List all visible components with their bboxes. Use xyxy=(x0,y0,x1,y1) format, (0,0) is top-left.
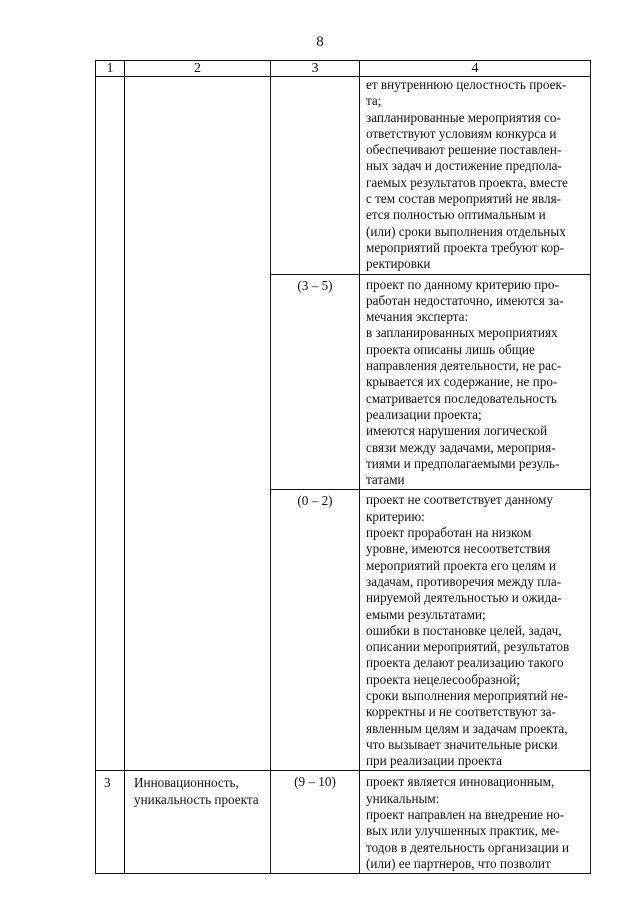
text-line: ошибки в постановке целей, задач, xyxy=(366,622,562,638)
text-line: тиями и предполагаемыми резуль- xyxy=(366,455,560,471)
text-line: направления деятельности, не рас- xyxy=(366,358,562,374)
text-line: уникальным: xyxy=(366,790,440,806)
text-line: работан недостаточно, имеются за- xyxy=(366,292,564,308)
text-line: емыми результатами; xyxy=(366,606,486,622)
criteria-table xyxy=(95,60,591,874)
score-cell: (0 – 2) xyxy=(271,490,360,771)
text-line: мечания эксперта: xyxy=(366,309,469,325)
score-cell: (9 – 10) xyxy=(271,771,360,874)
header-cell-2: 2 xyxy=(125,61,271,77)
text-line: вых или улучшенных практик, ме- xyxy=(366,823,560,839)
text-line: при реализации проекта xyxy=(366,753,503,769)
text-line: ется полностью оптимальным и xyxy=(366,207,546,223)
header-cell-3: 3 xyxy=(271,61,360,77)
description-cell xyxy=(360,77,591,275)
score-cell: (3 – 5) xyxy=(271,274,360,490)
text-line: мероприятий проекта его целям и xyxy=(366,557,556,573)
header-cell-1: 1 xyxy=(96,61,125,77)
score-cell xyxy=(271,77,360,275)
text-line: описании мероприятий, результатов xyxy=(366,639,570,655)
table-row xyxy=(96,771,591,874)
text-line: проект по данному критерию про- xyxy=(366,276,559,292)
text-line: имеются нарушения логической xyxy=(366,423,548,439)
criterion-name-cell xyxy=(125,771,271,874)
text-line: явленным целям и задачам проекта, xyxy=(366,720,568,736)
description-cell xyxy=(360,771,591,874)
text-line: критерию: xyxy=(366,508,425,524)
text-line: проект проработан на низком xyxy=(366,525,532,541)
text-line: та; xyxy=(366,93,382,109)
text-line: крывается их содержание, не про- xyxy=(366,374,558,390)
text-line: ректировки xyxy=(366,256,431,272)
text-line: обеспечивают решение поставлен- xyxy=(366,142,562,158)
text-line: задачам, противоречия между пла- xyxy=(366,573,562,589)
description-cell xyxy=(360,490,591,771)
page-number: 8 xyxy=(316,34,324,50)
text-line: (или) сроки выполнения отдельных xyxy=(366,223,566,239)
text-line: уровне, имеются несоответствия xyxy=(366,541,551,557)
text-line: связи между задачами, мероприя- xyxy=(366,439,556,455)
text-line: корректны и не соответствуют за- xyxy=(366,704,556,720)
text-line: запланированные мероприятия со- xyxy=(366,109,561,125)
text-line: проекта нецелесообразной; xyxy=(366,671,520,687)
text-line: татами xyxy=(366,472,405,488)
text-line: сроки выполнения мероприятий не- xyxy=(366,687,568,703)
text-line: проекта описаны лишь общие xyxy=(366,341,535,357)
text-line: реализации проекта; xyxy=(366,406,482,422)
text-line: нируемой деятельностью и ожида- xyxy=(366,590,562,606)
criterion-name-line: Инновационность, xyxy=(134,775,239,791)
table-header-row xyxy=(96,61,591,77)
text-line: ответствуют условиям конкурса и xyxy=(366,125,557,141)
text-line: проект является инновационным, xyxy=(366,774,555,790)
text-line: проекта делают реализацию такого xyxy=(366,655,564,671)
text-line: проект направлен на внедрение но- xyxy=(366,807,565,823)
text-line: (или) ее партнеров, что позволит xyxy=(366,855,551,871)
text-line: ных задач и достижение предпола- xyxy=(366,158,562,174)
text-line: в запланированных мероприятиях xyxy=(366,325,558,341)
criterion-name-cell xyxy=(125,77,271,771)
text-line: что вызывает значительные риски xyxy=(366,736,558,752)
row-number-cell xyxy=(96,77,125,771)
row-number-cell: 3 xyxy=(96,771,125,874)
text-line: тодов в деятельность организации и xyxy=(366,839,570,855)
header-cell-4: 4 xyxy=(360,61,591,77)
text-line: с тем состав мероприятий не явля- xyxy=(366,191,562,207)
text-line: мероприятий проекта требуют кор- xyxy=(366,239,565,255)
criterion-name-line: уникальность проекта xyxy=(134,791,259,807)
text-line: гаемых результатов проекта, вместе xyxy=(366,174,568,190)
text-line: проект не соответствует данному xyxy=(366,492,554,508)
text-line: ет внутреннюю целостность проек- xyxy=(366,77,567,92)
description-cell xyxy=(360,274,591,490)
text-line: сматривается последовательность xyxy=(366,390,557,406)
table-row xyxy=(96,77,591,275)
